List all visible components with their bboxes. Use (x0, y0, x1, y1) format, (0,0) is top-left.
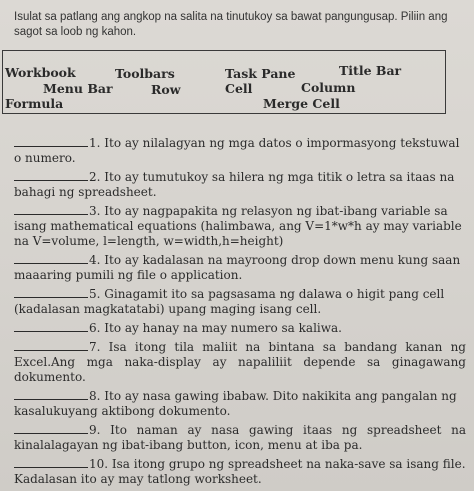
question-text: 9. Ito naman ay nasa gawing itaas ng spreadsheet na kinalalagayan ng ibat-ibang button, icon, menu at iba pa. (14, 423, 466, 452)
question-item (14, 287, 466, 317)
answer-blank[interactable] (14, 253, 88, 264)
question-text: 5. Ginagamit ito sa pagsasama ng dalawa o higit pang cell (kadalasan magkatatabi) upang maging isang cell. (14, 287, 445, 316)
answer-blank[interactable] (14, 287, 88, 298)
question-item (14, 389, 466, 419)
question-text: 7. Isa itong tila maliit na bintana sa bandang kanan ng Excel.Ang mga naka-display ay napaliliit depende sa ginagawang dokumento. (14, 340, 466, 384)
question-text: 8. Ito ay nasa gawing ibabaw. Dito nakikita ang pangalan ng kasalukuyang aktibong dokumento. (14, 389, 457, 418)
answer-blank[interactable] (14, 136, 88, 147)
word-bank-item: Cell (225, 81, 253, 96)
word-bank-item: Workbook (5, 65, 76, 80)
question-text: 4. Ito ay kadalasan na mayroong drop down menu kung saan maaaring pumili ng file o application. (14, 253, 461, 282)
answer-blank[interactable] (14, 423, 88, 434)
answer-blank[interactable] (14, 170, 88, 181)
question-text: 3. Ito ay nagpapakita ng relasyon ng ibat-ibang variable sa isang mathematical equations (halimbawa, ang V=1*w*h ay may variable na V=volume, l=length, w=width,h=height) (14, 204, 462, 248)
question-list (14, 136, 466, 491)
answer-blank[interactable] (14, 457, 88, 468)
question-item (14, 253, 466, 283)
answer-blank[interactable] (14, 321, 88, 332)
answer-blank[interactable] (14, 340, 88, 351)
word-bank-box (2, 50, 446, 114)
question-item (14, 170, 466, 200)
question-item (14, 204, 466, 249)
question-text: 10. Isa itong grupo ng spreadsheet na naka-save sa isang file. Kadalasan ito ay may tatlong worksheet. (14, 457, 466, 486)
question-item (14, 457, 466, 487)
word-bank-item: Merge Cell (263, 96, 340, 111)
word-bank-item: Title Bar (339, 63, 402, 78)
word-bank-item: Menu Bar (43, 81, 113, 96)
question-text: 6. Ito ay hanay na may numero sa kaliwa. (89, 321, 342, 335)
question-item (14, 423, 466, 453)
word-bank-item: Task Pane (225, 66, 296, 81)
question-text: 2. Ito ay tumutukoy sa hilera ng mga titik o letra sa itaas na bahagi ng spreadsheet. (14, 170, 455, 199)
answer-blank[interactable] (14, 204, 88, 215)
instruction-text: Isulat sa patlang ang angkop na salita na tinutukoy sa bawat pangungusap. Piliin ang sagot sa loob ng kahon. (14, 11, 448, 38)
word-bank-item: Toolbars (115, 66, 175, 81)
word-bank-item: Formula (5, 96, 64, 111)
word-bank-item: Column (301, 80, 356, 95)
word-bank-item: Row (151, 82, 181, 97)
question-item (14, 321, 466, 336)
question-text: 1. Ito ay nilalagyan ng mga datos o impormasyong tekstuwal o numero. (14, 136, 460, 165)
question-item (14, 340, 466, 385)
question-item (14, 136, 466, 166)
answer-blank[interactable] (14, 389, 88, 400)
